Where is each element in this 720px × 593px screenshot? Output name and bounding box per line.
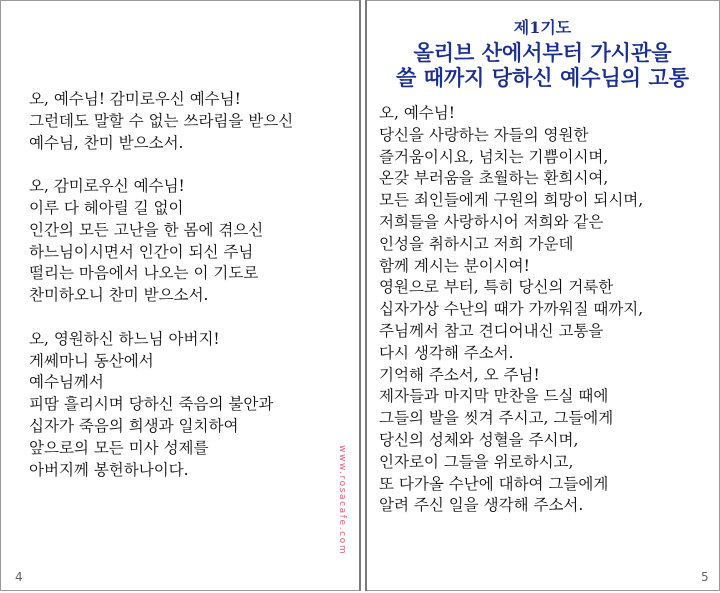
text-line: 떨리는 마음에서 나오는 이 기도로 <box>29 264 259 283</box>
text-line: 저희들을 사랑하시어 저희와 같은 <box>379 212 604 231</box>
text-line: 오, 감미로우신 예수님! <box>29 177 185 196</box>
text-line: 피땀 흘리시며 당하신 죽음의 불안과 <box>29 395 274 414</box>
text-line: 찬미하오니 찬미 받으소서. <box>29 286 209 305</box>
text-line: 인자로이 그들을 위로하시고, <box>379 452 574 471</box>
text-line: 하느님이시면서 인간이 되신 주님 <box>29 242 254 261</box>
page-number-right: 5 <box>701 570 709 584</box>
text-line: 즐거움이시요, 넘치는 기쁨이시며, <box>379 147 609 166</box>
text-line: 알려 주신 일을 생각해 주소서. <box>379 496 584 515</box>
text-line: 함께 계시는 분이시여! <box>379 256 530 275</box>
text-line: 십자가 죽음의 희생과 일치하여 <box>29 416 239 435</box>
left-page-text <box>29 89 293 481</box>
prayer-title <box>365 40 720 90</box>
prayer-title-line: 올리브 산에서부터 가시관을 <box>413 40 672 65</box>
right-page-text <box>379 103 643 517</box>
paragraph <box>29 89 293 154</box>
text-line: 영원으로 부터, 특히 당신의 거룩한 <box>379 278 614 297</box>
text-line: 주님께서 참고 견디어내신 고통을 <box>379 321 604 340</box>
text-line: 모든 죄인들에게 구원의 희망이 되시며, <box>379 191 644 210</box>
text-line: 아버지께 봉헌하나이다. <box>29 460 189 479</box>
text-line: 당신을 사랑하는 자들의 영원한 <box>379 125 589 144</box>
watermark: www.rosacafe.com <box>337 445 347 556</box>
text-line: 당신의 성체와 성혈을 주시며, <box>379 430 579 449</box>
text-line: 다시 생각해 주소서. <box>379 343 514 362</box>
text-line: 예수님, 찬미 받으소서. <box>29 133 184 152</box>
text-line: 제자들과 마지막 만찬을 드실 때에 <box>379 387 609 406</box>
page-number-left: 4 <box>15 570 23 584</box>
prayer-subtitle: 제1기도 <box>513 18 572 37</box>
text-line: 그런데도 말할 수 없는 쓰라림을 받으신 <box>29 111 294 130</box>
text-line: 또 다가올 수난에 대하여 그들에게 <box>379 474 609 493</box>
text-line: 오, 예수님! <box>379 104 455 122</box>
text-line: 인성을 취하시고 저희 가운데 <box>379 234 574 253</box>
prayer-title-line: 쓸 때까지 당하신 예수님의 고통 <box>396 65 689 90</box>
text-line: 오, 예수님! 감미로우신 예수님! <box>29 90 241 108</box>
text-line: 십자가상 수난의 때가 가까워질 때까지, <box>379 300 644 319</box>
text-line: 예수님께서 <box>29 373 104 392</box>
text-line: 오, 영원하신 하느님 아버지! <box>29 329 220 348</box>
paragraph <box>29 176 293 307</box>
text-line: 기억해 주소서, 오 주님! <box>379 365 540 384</box>
text-line: 게쎄마니 동산에서 <box>29 351 154 370</box>
paragraph <box>29 329 293 482</box>
text-line: 앞으로의 모든 미사 성제를 <box>29 438 209 457</box>
text-line: 온갖 부러움을 초월하는 환희시여, <box>379 169 609 188</box>
text-line: 그들의 발을 씻겨 주시고, 그들에게 <box>379 409 614 428</box>
text-line: 인간의 모든 고난을 한 몸에 겪으신 <box>29 220 264 239</box>
text-line: 이루 다 헤아릴 길 없이 <box>29 198 184 217</box>
